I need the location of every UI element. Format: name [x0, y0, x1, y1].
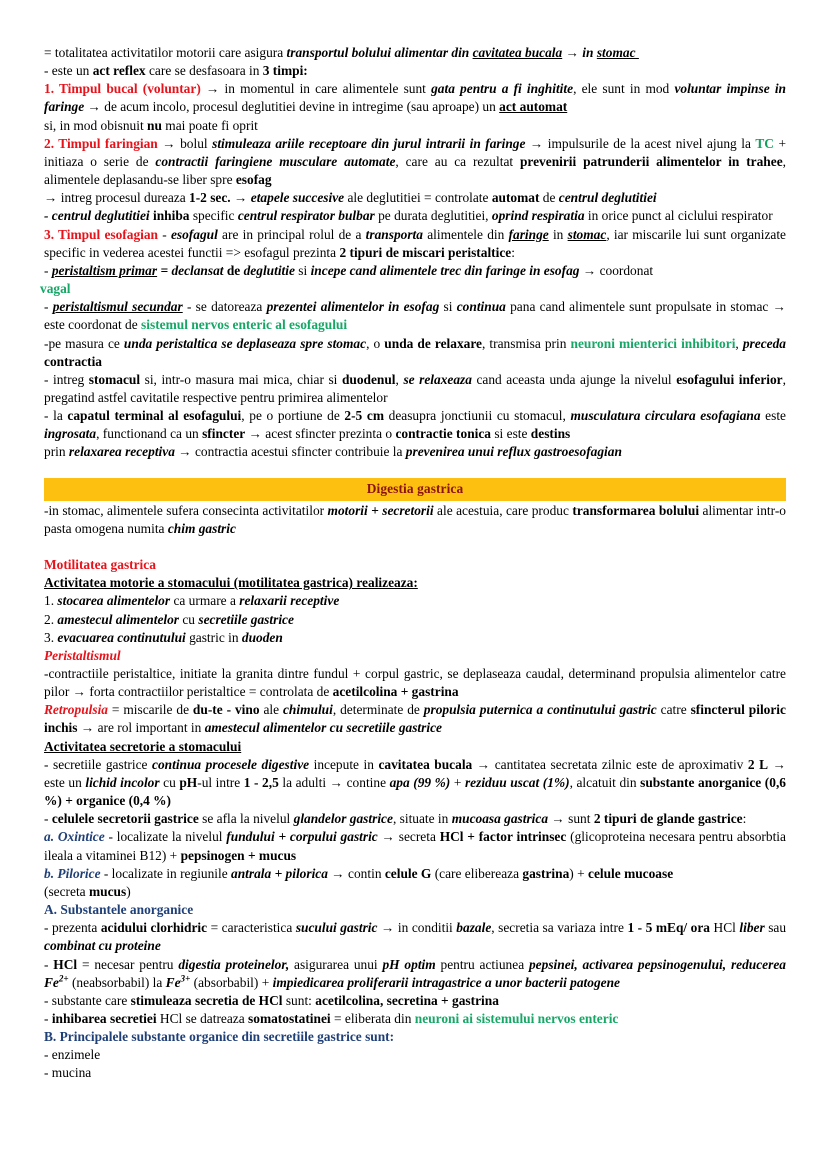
text-run: nu: [147, 117, 162, 133]
text-run: ale deglutitiei = controlate: [344, 190, 492, 206]
text-run: - se datoreaza: [182, 299, 267, 315]
text-run: evacuarea continutului: [57, 629, 186, 645]
text-run: voluntar impinse in faringe: [44, 81, 786, 115]
text-run: preceda: [742, 335, 786, 351]
text-run: contractii faringiene musculare automate: [155, 153, 396, 169]
text-run: apa (99 %): [389, 774, 451, 790]
text-run: , pe o portiune de: [241, 408, 345, 424]
text-run: 2 tipuri de miscari peristaltice: [339, 244, 512, 260]
text-run: chimului: [282, 702, 333, 718]
heading-retropulsia: Retropulsia: [44, 702, 108, 718]
text-run: duodenul: [341, 371, 396, 387]
text-run: este: [760, 408, 786, 424]
text-run: 2 tipuri de glande gastrice: [593, 811, 743, 827]
text-run: deglutitie: [243, 262, 295, 278]
term-myenteric-neurons: neuroni mienterici inhibitori: [570, 335, 736, 351]
text-run: :: [742, 811, 747, 827]
document-body: [40, 44, 787, 1083]
list-item: [44, 592, 786, 610]
text-run: celule mucoase: [588, 865, 674, 881]
gastric-intro: [44, 502, 786, 538]
term-enteric-neurons: neuroni ai sistemului nervos enteric: [414, 1010, 619, 1026]
text-run: musculatura circulara esofagiana: [570, 408, 761, 424]
text-run: 1.: [44, 593, 58, 609]
text-run: (care elibereaza: [431, 865, 523, 881]
text-run: cu: [179, 611, 199, 627]
text-run: -: [44, 262, 52, 278]
text-run: act automat: [499, 99, 568, 115]
phase-1-oral: [44, 80, 786, 116]
text-run: celule G: [384, 865, 432, 881]
text-run: specific: [189, 208, 238, 224]
text-run: chim gastric: [167, 520, 236, 536]
text-run: liber: [739, 920, 765, 936]
text-run: (neabsorbabil) la: [68, 974, 166, 990]
text-run: 2-5 cm: [344, 408, 384, 424]
text-run: digestia proteinelor,: [178, 956, 290, 972]
heading-inorganic-substances: A. Substantele anorganice: [44, 902, 194, 918]
text-run: incepute in: [309, 756, 379, 772]
text-run: ): [126, 883, 131, 899]
text-run: -: [158, 226, 171, 242]
text-run: → contin: [327, 865, 385, 881]
text-run: , iar miscarile lui sunt organizate specific in vederea acestei functii => esofagul prezinta: [44, 226, 786, 260]
text-run: amestecul alimentelor cu secretiile gastrice: [204, 720, 442, 736]
heading-motor-activity: Activitatea motorie a stomacului (motilitatea gastrica) realizeaza:: [44, 575, 418, 591]
list-item: - enzimele: [44, 1047, 101, 1063]
deglutition-definition: [44, 44, 786, 62]
group-b-heading: [44, 1028, 786, 1046]
text-run: substante anorganice (0,6 %) + organice (0,4 %): [44, 774, 786, 809]
text-run: inhiba: [149, 208, 190, 224]
text-run: de: [223, 262, 244, 278]
text-run: antrala + pilorica: [231, 865, 328, 881]
text-run: , care au ca rezultat: [395, 153, 520, 169]
phase-1-continued: [44, 117, 786, 135]
text-run: in: [548, 226, 568, 242]
text-run: 1 - 5 mEq/ ora: [627, 920, 710, 936]
text-run: si: [294, 262, 311, 278]
secretory-activity-heading: [44, 738, 786, 756]
text-run: bazale: [456, 920, 492, 936]
text-run: ca urmare a: [170, 593, 240, 609]
hydrochloric-acid-line: [44, 919, 786, 955]
text-run: acetilcolina + gastrina: [332, 684, 459, 700]
text-run: =: [157, 262, 172, 278]
text-run: mucoasa gastrica: [451, 811, 549, 827]
text-run: etapele succesive: [250, 190, 345, 206]
text-run: si, intr-o masura mai mica, chiar si: [140, 371, 342, 387]
retropulsion: [44, 701, 786, 737]
phase-1-heading: 1. Timpul bucal (voluntar): [44, 81, 201, 97]
text-run: transformarea bolului: [572, 502, 700, 518]
phase-2-duration: [44, 189, 786, 207]
text-run: - secretiile gastrice: [44, 756, 153, 772]
text-run: cu: [159, 774, 180, 790]
text-run: , situate in: [392, 811, 452, 827]
text-run: -ul intre: [197, 774, 244, 790]
text-run: prevenirea unui reflux gastroesofagian: [405, 444, 622, 460]
text-run: 2.: [44, 611, 58, 627]
text-run: → are rol important in: [77, 720, 205, 736]
text-run: → sunt: [548, 811, 594, 827]
text-run: → in momentul in care alimentele sunt: [200, 81, 432, 97]
text-run: , ele sunt in mod: [573, 81, 675, 97]
text-run: cand aceasta unda ajunge la nivelul: [471, 371, 677, 387]
text-run: , functionand ca un: [96, 426, 203, 442]
text-run: (secreta: [44, 883, 89, 899]
text-run: gastric in: [185, 629, 242, 645]
text-run: + initiaza o serie de: [44, 135, 786, 169]
text-run: relaxarii receptive: [239, 593, 340, 609]
text-run: automat: [491, 190, 540, 206]
text-run: gastrina: [522, 865, 570, 881]
list-item: [44, 629, 786, 647]
text-run: -: [44, 299, 53, 315]
text-run: -in stomac, alimentele sufera consecinta activitatilor: [44, 502, 328, 518]
text-run: sunt:: [282, 992, 316, 1008]
text-run: act reflex: [92, 63, 146, 79]
text-run: gata pentru a fi inghitite: [431, 81, 574, 97]
text-run: →: [230, 190, 251, 206]
hcl-inhibition: [44, 1010, 786, 1028]
gastric-secretions: [44, 756, 786, 810]
text-run: -contractiile peristaltice, initiate la granita dintre fundul + corpul gastric, se deplaseaza caudal, determinand propulsia alimentelor catre pilor → forta contractiilor peristaltice = controlata de: [44, 666, 786, 700]
text-run: -: [44, 1010, 52, 1026]
text-run: - prezenta: [44, 920, 101, 936]
relaxation-wave: [44, 335, 786, 371]
text-run: 3 timpi:: [262, 63, 308, 79]
text-run: = miscarile de: [108, 702, 193, 718]
deglutition-reflex-line: [44, 62, 786, 80]
text-run: alimentar intr-o pasta omogena numita: [44, 502, 786, 536]
text-run: 2 L: [747, 756, 769, 772]
stomach-relaxation: [44, 371, 786, 407]
text-run: ) +: [569, 865, 588, 881]
text-run: -pe masura ce: [44, 335, 124, 351]
text-run: alimentele din: [422, 226, 509, 242]
heading-motility: Motilitatea gastrica: [44, 557, 156, 573]
label-pilorice: b. Pilorice: [44, 865, 101, 881]
text-run: - localizate in regiunile: [100, 865, 232, 881]
primary-peristalsis: [44, 262, 786, 280]
secondary-peristalsis: [44, 298, 786, 334]
text-run: mucus: [88, 883, 127, 899]
list-item: [44, 611, 786, 629]
term-tc: TC: [755, 135, 774, 151]
text-run: pH: [179, 774, 198, 790]
gland-pilorice-mucus: [44, 883, 786, 901]
hcl-functions-line: [44, 956, 786, 992]
text-run: - la: [44, 408, 68, 424]
text-run: acidului clorhidric: [100, 920, 208, 936]
text-run: stomac: [596, 45, 636, 60]
text-run: Fe: [165, 974, 181, 990]
text-run: (absorbabil) +: [190, 974, 273, 990]
text-run: 2+: [58, 973, 69, 984]
text-run: somatostatinei: [248, 1010, 331, 1026]
text-run: inhibarea secretiei: [51, 1010, 157, 1026]
phase-3-heading: 3. Timpul esofagian: [44, 226, 159, 242]
text-run: centrul respirator bulbar: [237, 208, 375, 224]
text-run: , transmisa prin: [482, 335, 571, 351]
text-run: celulele secretorii gastrice: [51, 811, 199, 827]
text-run: destins: [530, 426, 571, 442]
text-run: catre: [656, 702, 691, 718]
motor-activity-heading: [44, 574, 786, 592]
text-run: - substante care: [44, 992, 131, 1008]
label-oxintice: a. Oxintice: [44, 829, 105, 845]
text-run: - localizate la nivelul: [104, 829, 227, 845]
text-run: , determinate de: [332, 702, 424, 718]
text-run: asigurarea unui: [289, 956, 383, 972]
text-run: pepsinogen + mucus: [180, 847, 297, 863]
text-run: prin: [44, 444, 69, 460]
text-run: ale: [259, 702, 283, 718]
term-vagal: vagal: [40, 281, 71, 297]
hcl-stimulators: [44, 992, 786, 1010]
text-run: 1-2 sec.: [189, 190, 231, 206]
text-run: → bolul: [157, 135, 213, 151]
text-run: transporta: [365, 226, 423, 242]
text-run: cavitatea bucala: [472, 45, 563, 60]
text-run: contractie tonica: [395, 426, 491, 442]
section-banner-digestia-gastrica: Digestia gastrica: [44, 478, 786, 501]
text-run: contractia: [44, 353, 103, 369]
text-run: → in conditii: [377, 920, 457, 936]
text-run: +: [450, 774, 465, 790]
text-run: 1 - 2,5: [243, 774, 279, 790]
peristaltism-heading: [44, 647, 786, 665]
text-run: stimuleaza secretia de HCl: [130, 992, 283, 1008]
text-run: capatul terminal al esofagului: [67, 408, 242, 424]
text-run: unda peristaltica se deplaseaza spre stomac: [123, 335, 367, 351]
list-item: - mucina: [44, 1065, 92, 1081]
text-run: → coordonat: [579, 262, 654, 278]
text-run: stomac: [567, 226, 607, 242]
text-run: = eliberata din: [330, 1010, 415, 1026]
text-run: duoden: [241, 629, 283, 645]
gland-oxintice: [44, 828, 786, 864]
text-run: relaxarea receptiva: [68, 444, 175, 460]
text-run: HCl: [53, 956, 78, 972]
text-run: are in principal rolul de a: [217, 226, 366, 242]
text-run: continua procesele digestive: [152, 756, 310, 772]
text-run: lichid incolor: [85, 774, 160, 790]
text-run: glandelor gastrice: [293, 811, 393, 827]
text-run: pentru actiunea: [435, 956, 529, 972]
text-run: ,: [395, 371, 404, 387]
text-run: , alcatuit din: [569, 774, 641, 790]
text-run: la adulti → contine: [278, 774, 390, 790]
text-run: esofag: [235, 172, 272, 188]
text-run: prezentei alimentelor in esofag: [266, 299, 440, 315]
text-run: 3+: [180, 973, 191, 984]
text-run: peristaltismul secundar: [52, 299, 183, 315]
text-run: reziduu uscat (1%): [464, 774, 570, 790]
text-run: combinat cu proteine: [44, 938, 161, 954]
text-run: :: [511, 244, 515, 260]
text-run: stimuleaza ariile receptoare din jurul intrarii in faringe: [212, 135, 526, 151]
text-run: se afla la nivelul: [198, 811, 294, 827]
text-run: amestecul alimentelor: [57, 611, 180, 627]
text-run: impiedicarea proliferarii intragastrice a unor bacterii patogene: [272, 974, 620, 990]
text-run: in orice punct al ciclului respirator: [584, 208, 773, 224]
text-run: continua: [456, 299, 506, 315]
text-run: pH optim: [382, 956, 436, 972]
text-run: sfincterul piloric inchis: [44, 702, 786, 736]
phase-2-heading: 2. Timpul faringian: [44, 135, 158, 151]
text-run: prevenirii patrunderii alimentelor in trahee: [519, 153, 783, 169]
lower-esophageal-sphincter: [44, 407, 786, 443]
text-run: → de acum incolo, procesul deglutitiei devine in intregime (sau aproape) un: [84, 99, 500, 115]
text-run: , secretia sa variaza intre: [491, 920, 628, 936]
text-run: se relaxeaza: [403, 371, 472, 387]
text-run: transportul bolului alimentar din: [286, 45, 473, 60]
phase-2-swallow-center: [44, 207, 786, 225]
phase-2-pharyngeal: [44, 135, 786, 189]
text-run: unda de relaxare: [384, 335, 482, 351]
text-run: care se desfasoara in: [145, 63, 263, 79]
text-run: fundului + corpului gastric: [226, 829, 378, 845]
text-run: si este: [491, 426, 531, 442]
term-enteric-nervous-system: sistemul nervos enteric al esofagului: [141, 317, 348, 333]
text-run: pe durata deglutitiei,: [374, 208, 492, 224]
text-run: HCl + factor intrinsec: [439, 829, 567, 845]
secretory-cells: [44, 810, 786, 828]
text-run: = necesar pentru: [77, 956, 179, 972]
text-run: -: [44, 811, 52, 827]
text-run: - este un: [44, 63, 93, 79]
text-run: incepe cand alimentele trec din faringe in esofag: [310, 262, 580, 278]
heading-organic-substances: B. Principalele substante organice din secretiile gastrice sunt:: [44, 1029, 395, 1045]
text-run: → in: [562, 45, 597, 60]
text-run: HCl: [710, 920, 740, 936]
text-run: stomacul: [88, 371, 141, 387]
text-run: - intreg: [44, 371, 89, 387]
text-run: ale acestuia, care produc: [433, 502, 573, 518]
text-run: acetilcolina, secretina + gastrina: [315, 992, 499, 1008]
heading-peristaltism: Peristaltismul: [44, 647, 121, 663]
text-run: esofagul: [170, 226, 218, 242]
text-run: , alimentele deplasandu-se liber spre: [44, 153, 787, 188]
gastric-motility-heading: [44, 556, 786, 574]
text-run: peristaltism primar: [51, 262, 158, 278]
text-run: de: [539, 190, 559, 206]
text-run: pepsinei, activarea pepsinogenului, reducerea Fe: [44, 956, 786, 990]
text-run: → este un: [44, 756, 786, 790]
text-run: deasupra jonctiunii cu stomacul,: [384, 408, 571, 424]
primary-peristalsis-vagal: [40, 280, 786, 298]
text-run: si: [439, 299, 457, 315]
sphincter-reflux: [44, 443, 786, 461]
text-run: 3.: [44, 629, 58, 645]
text-run: declansat: [171, 262, 224, 278]
text-run: → acest sfincter prezinta o: [245, 426, 396, 442]
text-run: , o: [366, 335, 385, 351]
text-run: mai poate fi oprit: [161, 117, 258, 133]
text-run: → cantitatea secretata zilnic este de aproximativ: [472, 756, 748, 772]
text-run: cavitatea bucala: [378, 756, 473, 772]
text-run: stocarea alimentelor: [57, 593, 171, 609]
text-run: secretiile gastrice: [198, 611, 294, 627]
text-run: = caracteristica: [207, 920, 296, 936]
text-run: HCl se datreaza: [156, 1010, 249, 1026]
group-a-heading: [44, 901, 786, 919]
text-run: esofagului inferior: [676, 371, 783, 387]
text-run: → contractia acestui sfincter contribuie la: [174, 444, 406, 460]
text-run: sau: [764, 920, 787, 936]
text-run: propulsia puternica a continutului gastric: [423, 702, 657, 718]
peristaltic-contractions: [44, 665, 786, 701]
text-run: sfincter: [202, 426, 246, 442]
text-run: (glicoproteina necesara pentru absorbtia ileala a vitaminei B12) +: [44, 829, 786, 863]
text-run: → secreta: [377, 829, 440, 845]
text-run: - centrul deglutitiei: [44, 208, 150, 224]
phase-3-esophageal: [44, 226, 786, 262]
text-run: faringe: [508, 226, 549, 242]
text-run: → impulsurile de la acest nivel ajung la: [525, 135, 756, 151]
text-run: = totalitatea activitatilor motorii care asigura: [44, 45, 287, 60]
text-run: motorii + secretorii: [327, 502, 434, 518]
text-run: sucului gastric: [295, 920, 378, 936]
heading-secretory-activity: Activitatea secretorie a stomacului: [44, 738, 242, 754]
text-run: si, in mod obisnuit: [44, 117, 148, 133]
text-run: , pregatind astfel cavitatile respective pentru primirea alimentelor: [44, 371, 786, 405]
text-run: ,: [735, 335, 743, 351]
text-run: -: [44, 956, 54, 972]
gland-pilorice: [44, 865, 786, 883]
text-run: pana cand alimentele sunt propulsate in stomac → este coordonat de: [44, 299, 786, 333]
text-run: centrul deglutitiei: [558, 190, 657, 206]
text-run: oprind respiratia: [491, 208, 585, 224]
text-run: → intreg procesul dureaza: [44, 190, 190, 206]
text-run: ingrosata: [44, 426, 97, 442]
text-run: du-te - vino: [192, 702, 260, 718]
